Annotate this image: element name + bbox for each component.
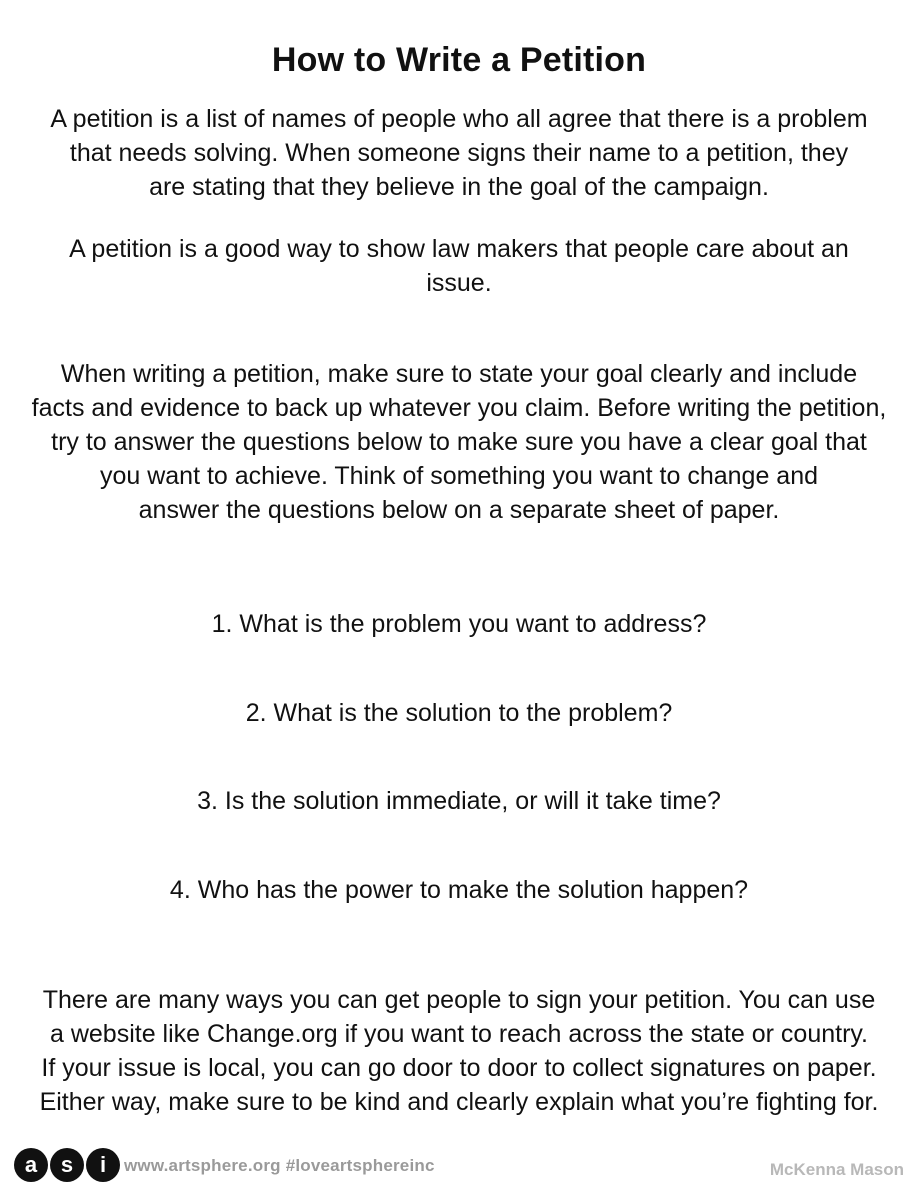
footer-website-line [124,1156,435,1176]
logo-letter-i: i [86,1148,120,1182]
closing-line: Either way, make sure to be kind and clearly explain what you’re fighting for. [39,1088,879,1116]
logo-letter-s: s [50,1148,84,1182]
closing-line: a website like Change.org if you want to reach across the state or country. [49,1020,869,1048]
closing-paragraph [0,983,918,1119]
lawmakers-paragraph [0,232,918,300]
instructions-line: you want to achieve. Think of something you want to change and [99,462,819,490]
closing-line: There are many ways you can get people to sign your petition. You can use [42,986,876,1014]
question-1: 1. What is the problem you want to address? [211,610,707,638]
question-2: 2. What is the solution to the problem? [245,699,673,727]
instructions-paragraph [0,357,918,527]
footer-website: www.artsphere.org [124,1156,281,1175]
question-3: 3. Is the solution immediate, or will it take time? [197,787,721,815]
instructions-line: facts and evidence to back up whatever you claim. Before writing the petition, [31,394,887,422]
footer-hashtag: #loveartsphereinc [285,1156,435,1175]
lawmakers-line: A petition is a good way to show law makers that people care about an [69,235,849,263]
lawmakers-line: issue. [426,269,492,297]
instructions-line: When writing a petition, make sure to state your goal clearly and include [60,360,858,388]
closing-line: If your issue is local, you can go door to door to collect signatures on paper. [41,1054,877,1082]
instructions-line: try to answer the questions below to make sure you have a clear goal that [51,428,867,456]
question-4: 4. Who has the power to make the solution happen? [169,876,749,904]
asi-logo [14,1146,122,1184]
page-title: How to Write a Petition [271,41,647,79]
intro-line: that needs solving. When someone signs their name to a petition, they [69,139,849,167]
instructions-line: answer the questions below on a separate sheet of paper. [138,496,780,524]
intro-line: are stating that they believe in the goal of the campaign. [149,173,769,201]
intro-line: A petition is a list of names of people who all agree that there is a problem [50,105,868,133]
intro-paragraph [0,102,918,204]
footer-author: McKenna Mason [769,1160,904,1179]
logo-letter-a: a [14,1148,48,1182]
